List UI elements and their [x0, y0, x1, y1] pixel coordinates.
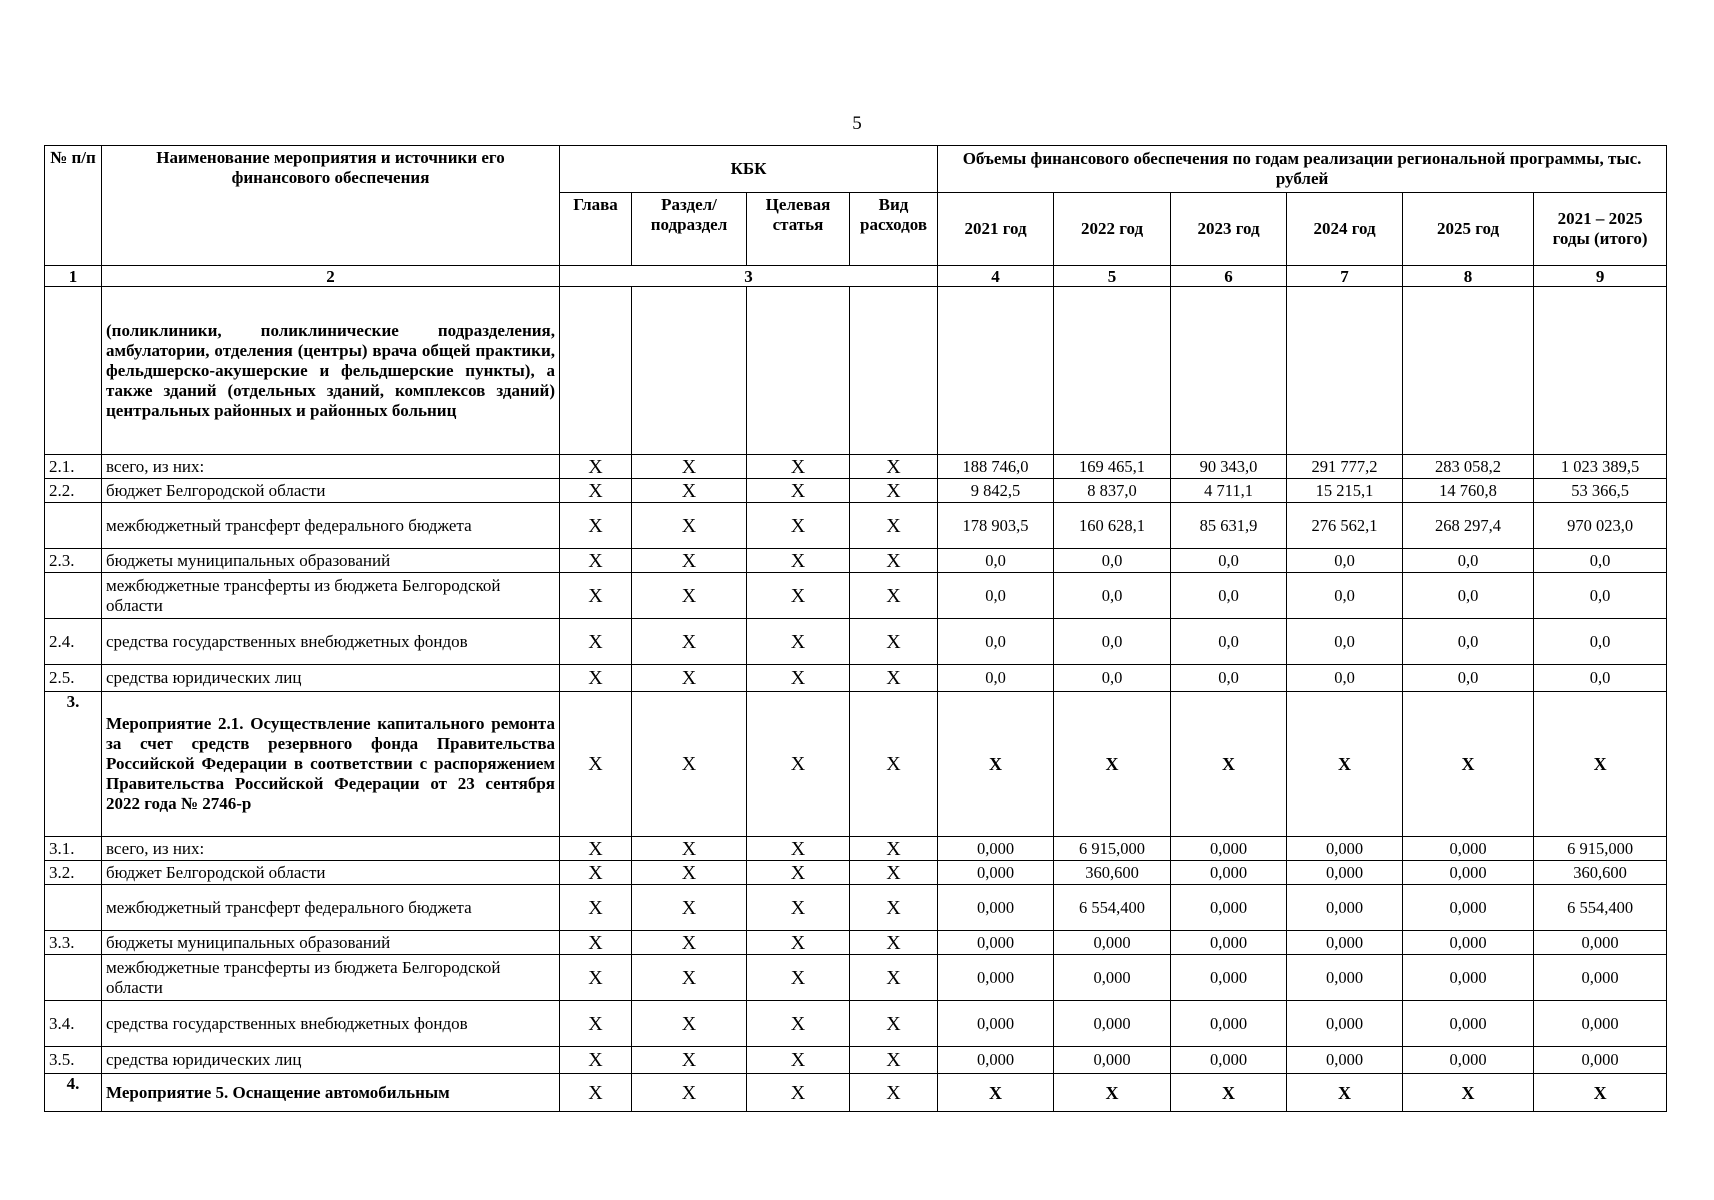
year-value-cell: [1287, 287, 1403, 455]
kbk-cell: X: [560, 955, 632, 1001]
kbk-cell: X: [632, 885, 747, 931]
year-value-cell: 0,000: [938, 861, 1054, 885]
row-name: бюджет Белгородской области: [102, 861, 560, 885]
kbk-cell: X: [850, 861, 938, 885]
row-number: [45, 287, 102, 455]
year-value-cell: 0,0: [1287, 665, 1403, 692]
year-value-cell: 0,0: [1171, 619, 1287, 665]
table-row: [45, 861, 1667, 885]
kbk-cell: [747, 287, 850, 455]
year-value-cell: 360,600: [1054, 861, 1171, 885]
table-row: [45, 503, 1667, 549]
row-number: 2.1.: [45, 455, 102, 479]
year-value-cell: 53 366,5: [1534, 479, 1667, 503]
year-value-cell: 0,000: [1403, 885, 1534, 931]
page-number: 5: [852, 113, 862, 134]
kbk-cell: X: [747, 861, 850, 885]
kbk-cell: X: [747, 665, 850, 692]
kbk-cell: X: [632, 1074, 747, 1112]
kbk-cell: X: [850, 503, 938, 549]
kbk-cell: X: [560, 549, 632, 573]
year-value-cell: 0,0: [1403, 573, 1534, 619]
kbk-cell: X: [850, 455, 938, 479]
row-name: средства юридических лиц: [102, 665, 560, 692]
year-value-cell: 0,000: [1287, 837, 1403, 861]
column-number-row: [45, 266, 1667, 287]
header-num: № п/п: [45, 146, 102, 266]
year-value-cell: 9 842,5: [938, 479, 1054, 503]
year-value-cell: 0,000: [938, 885, 1054, 931]
header-kbk-glava: Глава: [560, 193, 632, 266]
year-value-cell: 0,000: [1534, 955, 1667, 1001]
row-number: 2.5.: [45, 665, 102, 692]
year-value-cell: 178 903,5: [938, 503, 1054, 549]
row-name: (поликлиники, поликлинические подразделения, амбулатории, отделения (центры) врача общей практики, фельдшерско-акушерские и фельдшерские пункты), а также зданий (отдельных зданий, комплексов зданий) центральных районных и районных больниц: [102, 287, 560, 455]
year-value-cell: 0,000: [1534, 1001, 1667, 1047]
kbk-cell: X: [632, 1001, 747, 1047]
year-value-cell: 90 343,0: [1171, 455, 1287, 479]
kbk-cell: X: [632, 931, 747, 955]
year-value-cell: 0,000: [1403, 1001, 1534, 1047]
year-value-cell: 0,0: [1534, 665, 1667, 692]
year-value-cell: 0,000: [1403, 955, 1534, 1001]
kbk-cell: X: [560, 1074, 632, 1112]
year-value-cell: 8 837,0: [1054, 479, 1171, 503]
header-kbk-vid: Вид расходов: [850, 193, 938, 266]
row-number: 2.3.: [45, 549, 102, 573]
header-kbk: КБК: [560, 146, 938, 193]
year-value-cell: 4 711,1: [1171, 479, 1287, 503]
year-value-cell: X: [938, 1074, 1054, 1112]
kbk-cell: X: [632, 549, 747, 573]
year-value-cell: 291 777,2: [1287, 455, 1403, 479]
kbk-cell: X: [747, 619, 850, 665]
year-value-cell: 0,000: [1403, 931, 1534, 955]
kbk-cell: [632, 287, 747, 455]
kbk-cell: X: [632, 479, 747, 503]
year-value-cell: [1054, 287, 1171, 455]
kbk-cell: X: [560, 619, 632, 665]
kbk-cell: X: [850, 837, 938, 861]
table-row: [45, 287, 1667, 455]
kbk-cell: X: [747, 955, 850, 1001]
kbk-cell: X: [560, 665, 632, 692]
finance-table-wrapper: [44, 145, 1666, 1112]
header-year-total: 2021 – 2025 годы (итого): [1534, 193, 1667, 266]
year-value-cell: 0,000: [1403, 1047, 1534, 1074]
kbk-cell: X: [560, 479, 632, 503]
year-value-cell: 0,0: [938, 665, 1054, 692]
kbk-cell: [850, 287, 938, 455]
finance-table: [44, 145, 1667, 1112]
year-value-cell: 0,000: [1171, 837, 1287, 861]
year-value-cell: 0,000: [1171, 1047, 1287, 1074]
kbk-cell: X: [747, 455, 850, 479]
year-value-cell: 360,600: [1534, 861, 1667, 885]
table-row: [45, 885, 1667, 931]
year-value-cell: 0,000: [938, 955, 1054, 1001]
year-value-cell: 0,0: [1171, 549, 1287, 573]
kbk-cell: X: [747, 692, 850, 837]
year-value-cell: 0,0: [1287, 549, 1403, 573]
year-value-cell: 0,0: [1054, 573, 1171, 619]
col-number: 7: [1287, 266, 1403, 287]
row-number: 3.3.: [45, 931, 102, 955]
year-value-cell: 0,000: [1054, 931, 1171, 955]
header-name: Наименование мероприятия и источники его финансового обеспечения: [102, 146, 560, 266]
row-name: бюджеты муниципальных образований: [102, 931, 560, 955]
year-value-cell: 0,0: [1534, 549, 1667, 573]
year-value-cell: 0,000: [1403, 861, 1534, 885]
table-row: [45, 549, 1667, 573]
table-row: [45, 455, 1667, 479]
kbk-cell: X: [560, 1047, 632, 1074]
kbk-cell: X: [850, 931, 938, 955]
row-name: средства государственных внебюджетных фондов: [102, 1001, 560, 1047]
year-value-cell: 0,000: [1054, 1001, 1171, 1047]
kbk-cell: X: [632, 665, 747, 692]
year-value-cell: X: [1534, 692, 1667, 837]
year-value-cell: 0,000: [1534, 1047, 1667, 1074]
year-value-cell: X: [1171, 692, 1287, 837]
year-value-cell: 0,0: [1054, 665, 1171, 692]
kbk-cell: X: [560, 1001, 632, 1047]
col-number: 4: [938, 266, 1054, 287]
kbk-cell: X: [747, 503, 850, 549]
kbk-cell: X: [632, 573, 747, 619]
year-value-cell: 0,000: [1287, 931, 1403, 955]
year-value-cell: 0,000: [938, 931, 1054, 955]
row-number: [45, 573, 102, 619]
row-number: 3.5.: [45, 1047, 102, 1074]
year-value-cell: X: [1287, 1074, 1403, 1112]
kbk-cell: X: [850, 1074, 938, 1112]
table-body: [45, 287, 1667, 1112]
kbk-cell: X: [560, 837, 632, 861]
table-row: [45, 692, 1667, 837]
year-value-cell: 0,000: [1403, 837, 1534, 861]
row-name: межбюджетные трансферты из бюджета Белгородской области: [102, 573, 560, 619]
header-volumes: Объемы финансового обеспечения по годам реализации региональной программы, тыс. рублей: [938, 146, 1667, 193]
year-value-cell: 0,000: [1287, 955, 1403, 1001]
table-row: [45, 619, 1667, 665]
year-value-cell: X: [1534, 1074, 1667, 1112]
header-kbk-celevaya: Целевая статья: [747, 193, 850, 266]
year-value-cell: X: [1287, 692, 1403, 837]
col-number: 9: [1534, 266, 1667, 287]
table-row: [45, 931, 1667, 955]
year-value-cell: 6 915,000: [1054, 837, 1171, 861]
year-value-cell: [938, 287, 1054, 455]
header-year-2024: 2024 год: [1287, 193, 1403, 266]
row-name: Мероприятие 2.1. Осуществление капитального ремонта за счет средств резервного фонда Правительства Российской Федерации в соответствии с распоряжением Правительства Российской Федерации от 23 сентября 2022 года № 2746-р: [102, 692, 560, 837]
kbk-cell: X: [747, 1074, 850, 1112]
kbk-cell: X: [850, 692, 938, 837]
table-row: [45, 1047, 1667, 1074]
row-name: Мероприятие 5. Оснащение автомобильным: [102, 1074, 560, 1112]
year-value-cell: 0,0: [1534, 619, 1667, 665]
row-name: средства государственных внебюджетных фондов: [102, 619, 560, 665]
year-value-cell: [1403, 287, 1534, 455]
table-row: [45, 955, 1667, 1001]
kbk-cell: X: [560, 861, 632, 885]
kbk-cell: X: [747, 1001, 850, 1047]
kbk-cell: X: [747, 1047, 850, 1074]
row-number: 3.2.: [45, 861, 102, 885]
kbk-cell: X: [850, 1001, 938, 1047]
year-value-cell: X: [1403, 692, 1534, 837]
year-value-cell: 0,000: [1534, 931, 1667, 955]
row-name: бюджеты муниципальных образований: [102, 549, 560, 573]
year-value-cell: 0,0: [938, 549, 1054, 573]
header-year-2022: 2022 год: [1054, 193, 1171, 266]
year-value-cell: X: [938, 692, 1054, 837]
row-number: [45, 955, 102, 1001]
kbk-cell: X: [632, 861, 747, 885]
year-value-cell: 0,0: [1403, 549, 1534, 573]
year-value-cell: 0,000: [1287, 861, 1403, 885]
year-value-cell: 0,0: [1287, 573, 1403, 619]
year-value-cell: 276 562,1: [1287, 503, 1403, 549]
kbk-cell: X: [560, 503, 632, 549]
kbk-cell: X: [850, 1047, 938, 1074]
table-row: [45, 1001, 1667, 1047]
row-number: [45, 885, 102, 931]
table-row: [45, 479, 1667, 503]
header-year-2025: 2025 год: [1403, 193, 1534, 266]
col-number: 8: [1403, 266, 1534, 287]
kbk-cell: X: [632, 455, 747, 479]
year-value-cell: 0,0: [1534, 573, 1667, 619]
year-value-cell: 0,000: [1054, 955, 1171, 1001]
year-value-cell: 268 297,4: [1403, 503, 1534, 549]
row-name: межбюджетные трансферты из бюджета Белгородской области: [102, 955, 560, 1001]
row-name: межбюджетный трансферт федерального бюджета: [102, 503, 560, 549]
year-value-cell: 0,0: [938, 573, 1054, 619]
col-number: 3: [560, 266, 938, 287]
kbk-cell: X: [560, 455, 632, 479]
row-name: бюджет Белгородской области: [102, 479, 560, 503]
row-number: 3.: [45, 692, 102, 837]
kbk-cell: X: [560, 931, 632, 955]
header-row-1: [45, 146, 1667, 193]
kbk-cell: X: [747, 549, 850, 573]
year-value-cell: 0,0: [1171, 665, 1287, 692]
col-number: 1: [45, 266, 102, 287]
row-number: [45, 503, 102, 549]
kbk-cell: X: [850, 479, 938, 503]
kbk-cell: X: [850, 619, 938, 665]
row-number: 4.: [45, 1074, 102, 1112]
year-value-cell: [1534, 287, 1667, 455]
kbk-cell: X: [850, 665, 938, 692]
table-row: [45, 837, 1667, 861]
kbk-cell: X: [632, 837, 747, 861]
kbk-cell: X: [632, 692, 747, 837]
year-value-cell: 6 915,000: [1534, 837, 1667, 861]
kbk-cell: X: [747, 931, 850, 955]
kbk-cell: X: [560, 885, 632, 931]
year-value-cell: 283 058,2: [1403, 455, 1534, 479]
kbk-cell: X: [850, 573, 938, 619]
kbk-cell: X: [632, 1047, 747, 1074]
kbk-cell: X: [560, 692, 632, 837]
year-value-cell: 0,000: [1171, 931, 1287, 955]
year-value-cell: 188 746,0: [938, 455, 1054, 479]
year-value-cell: 0,000: [1171, 955, 1287, 1001]
kbk-cell: X: [850, 549, 938, 573]
row-number: 3.4.: [45, 1001, 102, 1047]
year-value-cell: 0,000: [938, 837, 1054, 861]
year-value-cell: 160 628,1: [1054, 503, 1171, 549]
kbk-cell: X: [747, 885, 850, 931]
kbk-cell: X: [747, 479, 850, 503]
row-number: 2.4.: [45, 619, 102, 665]
header-year-2023: 2023 год: [1171, 193, 1287, 266]
year-value-cell: X: [1171, 1074, 1287, 1112]
year-value-cell: 6 554,400: [1054, 885, 1171, 931]
kbk-cell: X: [747, 573, 850, 619]
col-number: 6: [1171, 266, 1287, 287]
year-value-cell: 0,000: [1287, 1047, 1403, 1074]
kbk-cell: X: [560, 573, 632, 619]
year-value-cell: 15 215,1: [1287, 479, 1403, 503]
year-value-cell: 0,000: [1171, 1001, 1287, 1047]
year-value-cell: 169 465,1: [1054, 455, 1171, 479]
kbk-cell: [560, 287, 632, 455]
year-value-cell: 0,0: [1171, 573, 1287, 619]
kbk-cell: X: [632, 503, 747, 549]
year-value-cell: 0,0: [1403, 665, 1534, 692]
kbk-cell: X: [747, 837, 850, 861]
kbk-cell: X: [632, 619, 747, 665]
row-number: 2.2.: [45, 479, 102, 503]
year-value-cell: X: [1054, 1074, 1171, 1112]
year-value-cell: 0,0: [1287, 619, 1403, 665]
year-value-cell: 0,000: [1171, 861, 1287, 885]
year-value-cell: X: [1403, 1074, 1534, 1112]
row-name: межбюджетный трансферт федерального бюджета: [102, 885, 560, 931]
kbk-cell: X: [850, 885, 938, 931]
year-value-cell: 0,000: [1054, 1047, 1171, 1074]
year-value-cell: 1 023 389,5: [1534, 455, 1667, 479]
row-name: средства юридических лиц: [102, 1047, 560, 1074]
year-value-cell: 0,000: [938, 1001, 1054, 1047]
col-number: 5: [1054, 266, 1171, 287]
row-name: всего, из них:: [102, 837, 560, 861]
year-value-cell: 85 631,9: [1171, 503, 1287, 549]
year-value-cell: 0,000: [1287, 885, 1403, 931]
kbk-cell: X: [632, 955, 747, 1001]
col-number: 2: [102, 266, 560, 287]
year-value-cell: 970 023,0: [1534, 503, 1667, 549]
header-year-2021: 2021 год: [938, 193, 1054, 266]
year-value-cell: [1171, 287, 1287, 455]
year-value-cell: 6 554,400: [1534, 885, 1667, 931]
table-row: [45, 573, 1667, 619]
row-number: 3.1.: [45, 837, 102, 861]
header-kbk-razdel: Раздел/ подраздел: [632, 193, 747, 266]
year-value-cell: 0,0: [938, 619, 1054, 665]
year-value-cell: 0,0: [1054, 549, 1171, 573]
year-value-cell: 0,0: [1403, 619, 1534, 665]
table-row: [45, 665, 1667, 692]
year-value-cell: 0,000: [1287, 1001, 1403, 1047]
table-row: [45, 1074, 1667, 1112]
year-value-cell: 0,000: [1171, 885, 1287, 931]
year-value-cell: 14 760,8: [1403, 479, 1534, 503]
year-value-cell: 0,0: [1054, 619, 1171, 665]
kbk-cell: X: [850, 955, 938, 1001]
year-value-cell: 0,000: [938, 1047, 1054, 1074]
row-name: всего, из них:: [102, 455, 560, 479]
year-value-cell: X: [1054, 692, 1171, 837]
